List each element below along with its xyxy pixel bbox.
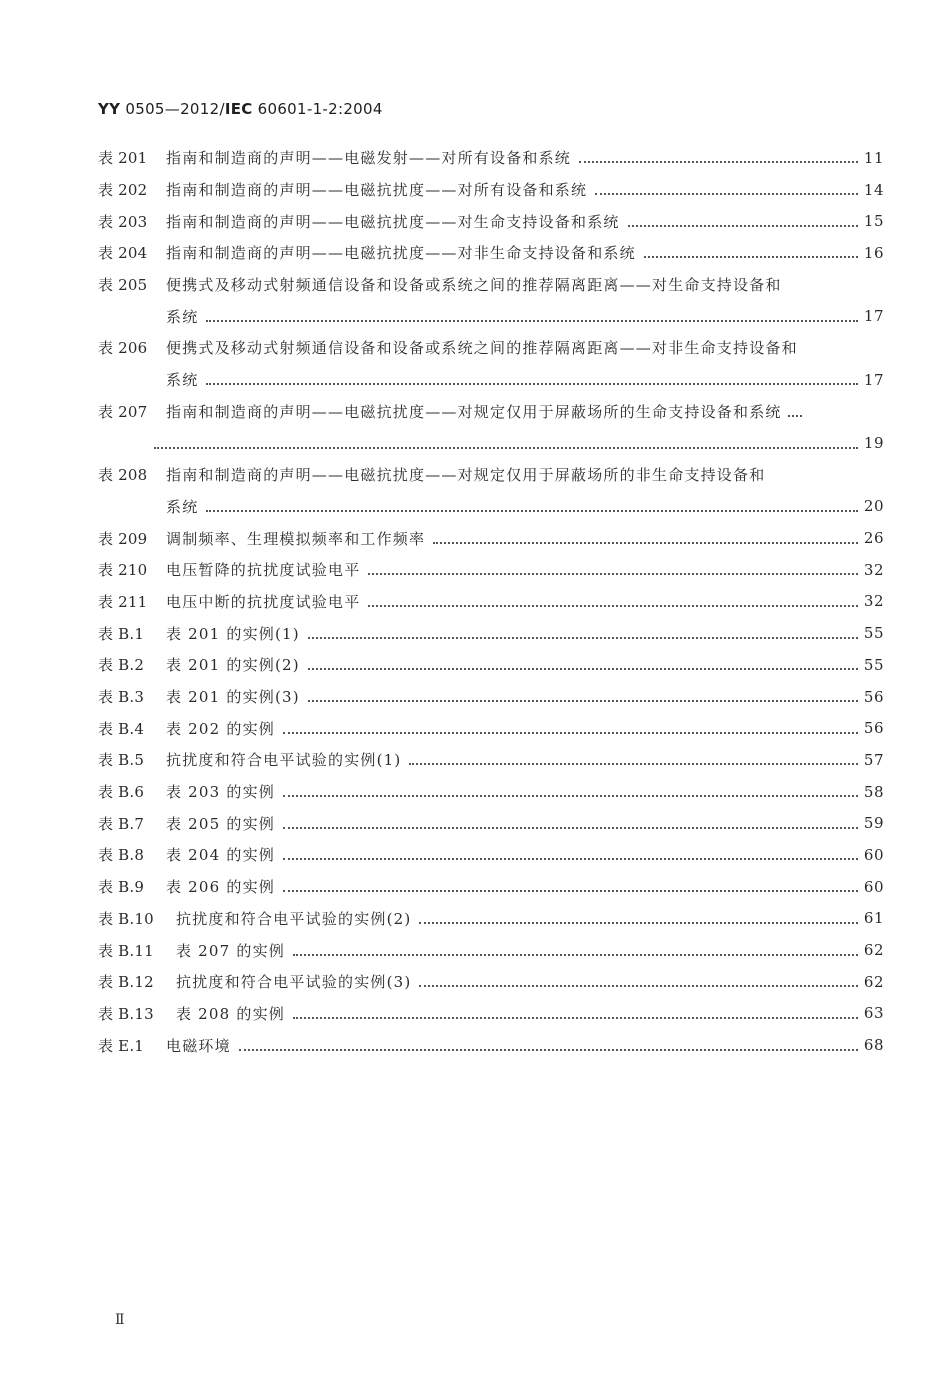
toc-entry[interactable] <box>98 807 884 839</box>
toc-entry[interactable] <box>98 903 884 935</box>
toc-entry-title: 表 207 的实例 <box>176 941 285 960</box>
header-number: 0505—2012/ <box>125 100 225 118</box>
toc-entry-label: 表 208 <box>98 466 148 485</box>
toc-entry-title: 抗扰度和符合电平试验的实例(2) <box>176 909 412 928</box>
page-number-roman: Ⅱ <box>115 1312 125 1328</box>
toc-entry-page-number: 56 <box>863 687 884 706</box>
toc-entry-label: 表 207 <box>98 402 148 421</box>
toc-entry[interactable] <box>98 174 884 206</box>
dot-leader <box>283 826 858 829</box>
toc-entry-page-number: 62 <box>863 972 884 991</box>
toc-entry-label: 表 B.5 <box>98 751 145 770</box>
toc-entry-label: 表 B.7 <box>98 814 145 833</box>
dot-leader <box>409 762 857 765</box>
toc-entry-page-number: 26 <box>863 529 884 548</box>
toc-entry-label: 表 211 <box>98 592 148 611</box>
dot-leader <box>368 572 858 575</box>
dot-leader <box>308 699 858 702</box>
dot-leader <box>308 636 858 639</box>
toc-entry-label: 表 B.12 <box>98 973 154 992</box>
toc-entry-label: 表 B.3 <box>98 688 145 707</box>
toc-entry-page-number: 15 <box>863 212 884 231</box>
toc-entry-title: 电压暂降的抗扰度试验电平 <box>166 561 361 580</box>
toc-entry-page-number: 19 <box>863 434 884 453</box>
toc-entry-page-number: 55 <box>863 655 884 674</box>
dot-leader <box>283 889 858 892</box>
toc-entry[interactable] <box>98 839 884 871</box>
toc-entry[interactable] <box>98 776 884 808</box>
toc-entry-page-number: 58 <box>863 782 884 801</box>
toc-entry-title: 抗扰度和符合电平试验的实例(3) <box>176 973 412 992</box>
dot-leader <box>579 160 858 163</box>
toc-entry[interactable] <box>98 586 884 618</box>
toc-entry-title: 表 205 的实例 <box>166 814 275 833</box>
toc-entry-title: 表 201 的实例(2) <box>166 656 300 675</box>
dot-leader <box>154 446 858 449</box>
toc-entry[interactable] <box>98 332 884 395</box>
toc-entry-page-number: 57 <box>863 750 884 769</box>
toc-entry-title: 表 204 的实例 <box>166 846 275 865</box>
toc-entry-label: 表 204 <box>98 244 148 263</box>
toc-entry-label: 表 B.4 <box>98 719 145 738</box>
dot-leader <box>206 382 858 385</box>
toc-entry-title: 电磁环境 <box>166 1036 231 1055</box>
toc-entry-title: 指南和制造商的声明——电磁抗扰度——对非生命支持设备和系统 <box>166 244 636 263</box>
dot-leader <box>644 255 858 258</box>
toc-entry-title: 调制频率、生理模拟频率和工作频率 <box>166 529 426 548</box>
header-code: YY <box>98 100 121 118</box>
header-iec: IEC <box>224 100 253 118</box>
toc-entry-label: 表 E.1 <box>98 1036 145 1055</box>
toc-entry-title: 表 206 的实例 <box>166 878 275 897</box>
toc-entry-label: 表 201 <box>98 149 148 168</box>
toc-entry-page-number: 16 <box>863 243 884 262</box>
toc-entry-page-number: 14 <box>863 180 884 199</box>
dot-leader <box>368 604 858 607</box>
toc-entry-title: 指南和制造商的声明——电磁抗扰度——对规定仅用于屏蔽场所的生命支持设备和系统 <box>166 402 782 421</box>
toc-entry-title: 表 208 的实例 <box>176 1004 285 1023</box>
toc-entry-label: 表 B.2 <box>98 656 145 675</box>
toc-entry-title: 表 201 的实例(3) <box>166 688 300 707</box>
toc-entry-page-number: 56 <box>863 719 884 738</box>
toc-entry-page-number: 17 <box>863 307 884 326</box>
toc-entry-page-number: 59 <box>863 814 884 833</box>
toc-entry-label: 表 B.13 <box>98 1004 154 1023</box>
toc-entry[interactable] <box>98 744 884 776</box>
dot-leader <box>419 921 857 924</box>
toc-entry-title: 系统 <box>166 307 199 326</box>
toc-entry-page-number: 17 <box>863 370 884 389</box>
toc-entry-title: 指南和制造商的声明——电磁抗扰度——对所有设备和系统 <box>166 181 588 200</box>
toc-entry-page-number: 60 <box>863 877 884 896</box>
toc-entry-label: 表 210 <box>98 561 148 580</box>
dot-leader <box>239 1048 858 1051</box>
toc-entry-label: 表 206 <box>98 339 148 358</box>
toc-entry-label: 表 B.11 <box>98 941 154 960</box>
toc-entry-title: 指南和制造商的声明——电磁抗扰度——对生命支持设备和系统 <box>166 212 620 231</box>
dot-leader <box>595 192 858 195</box>
toc-entry-title: 系统 <box>166 497 199 516</box>
dot-leader <box>433 541 858 544</box>
toc-entry[interactable] <box>98 269 884 332</box>
toc-entry[interactable] <box>98 998 884 1030</box>
dot-leader <box>628 224 858 227</box>
table-of-contents <box>98 142 884 1061</box>
dot-leader <box>206 509 858 512</box>
toc-entry-page-number: 63 <box>863 1004 884 1023</box>
toc-entry[interactable] <box>98 871 884 903</box>
toc-entry-title: 指南和制造商的声明——电磁发射——对所有设备和系统 <box>166 149 572 168</box>
toc-entry-label: 表 205 <box>98 276 148 295</box>
toc-entry[interactable] <box>98 934 884 966</box>
toc-entry-title: 便携式及移动式射频通信设备和设备或系统之间的推荐隔离距离——对生命支持设备和 <box>166 276 782 295</box>
toc-entry-label: 表 209 <box>98 529 148 548</box>
toc-entry-label: 表 B.10 <box>98 909 154 928</box>
toc-entry-page-number: 32 <box>863 592 884 611</box>
toc-entry-title: 表 201 的实例(1) <box>166 624 300 643</box>
toc-entry[interactable] <box>98 1029 884 1061</box>
toc-entry-page-number: 11 <box>863 148 884 167</box>
toc-entry-title: 表 203 的实例 <box>166 783 275 802</box>
toc-entry-label: 表 203 <box>98 212 148 231</box>
toc-entry[interactable] <box>98 205 884 237</box>
dot-leader <box>419 984 857 987</box>
dot-leader <box>283 794 858 797</box>
dot-leader <box>293 1016 858 1019</box>
toc-entry-page-number: 20 <box>863 497 884 516</box>
standard-header <box>98 100 383 118</box>
toc-entry[interactable] <box>98 237 884 269</box>
toc-entry-label: 表 B.9 <box>98 878 145 897</box>
toc-entry-page-number: 61 <box>863 909 884 928</box>
toc-entry[interactable] <box>98 142 884 174</box>
toc-entry-title: 电压中断的抗扰度试验电平 <box>166 592 361 611</box>
toc-entry[interactable] <box>98 617 884 649</box>
toc-entry[interactable] <box>98 681 884 713</box>
toc-entry[interactable] <box>98 554 884 586</box>
toc-entry-page-number: 62 <box>863 941 884 960</box>
toc-entry-page-number: 60 <box>863 845 884 864</box>
toc-entry[interactable] <box>98 396 884 459</box>
toc-entry-label: 表 202 <box>98 181 148 200</box>
dot-leader <box>283 731 858 734</box>
toc-entry-label: 表 B.1 <box>98 624 145 643</box>
toc-entry-title: 系统 <box>166 371 199 390</box>
toc-entry[interactable] <box>98 649 884 681</box>
dot-leader <box>283 857 858 860</box>
toc-entry-title: 抗扰度和符合电平试验的实例(1) <box>166 751 402 770</box>
toc-entry-title: 便携式及移动式射频通信设备和设备或系统之间的推荐隔离距离——对非生命支持设备和 <box>166 339 798 358</box>
toc-entry-page-number: 55 <box>863 624 884 643</box>
toc-entry-title: 表 202 的实例 <box>166 719 275 738</box>
toc-entry[interactable] <box>98 966 884 998</box>
toc-entry-title: 指南和制造商的声明——电磁抗扰度——对规定仅用于屏蔽场所的非生命支持设备和 <box>166 466 766 485</box>
toc-entry[interactable] <box>98 522 884 554</box>
toc-entry-label: 表 B.6 <box>98 783 145 802</box>
header-iec-rest: 60601-1-2:2004 <box>257 100 383 118</box>
dot-leader <box>308 667 858 670</box>
toc-entry[interactable] <box>98 712 884 744</box>
toc-entry-page-number: 68 <box>863 1036 884 1055</box>
dot-leader <box>293 953 858 956</box>
toc-entry-label: 表 B.8 <box>98 846 145 865</box>
toc-entry-page-number: 32 <box>863 560 884 579</box>
dot-leader <box>206 319 858 322</box>
toc-entry[interactable] <box>98 459 884 522</box>
dot-leader <box>788 414 802 417</box>
